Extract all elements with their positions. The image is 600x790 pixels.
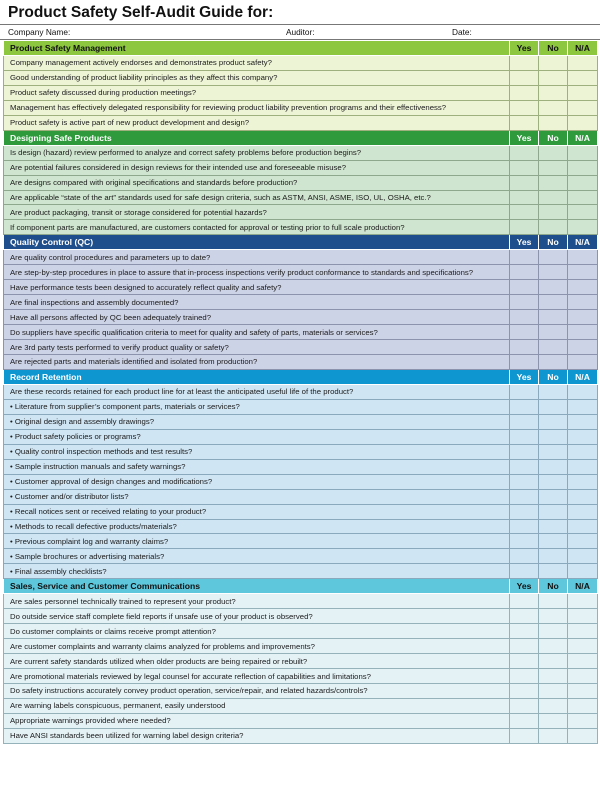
answer-na-cell[interactable] — [568, 340, 598, 355]
question-row — [4, 549, 598, 564]
answer-yes-cell[interactable] — [510, 310, 539, 325]
question-row — [4, 414, 598, 429]
column-header-no: No — [539, 235, 568, 250]
section-header — [4, 41, 598, 56]
answer-no-cell[interactable] — [539, 325, 568, 340]
question-row — [4, 295, 598, 310]
answer-yes-cell[interactable] — [510, 160, 539, 175]
answer-no-cell[interactable] — [539, 85, 568, 100]
answer-na-cell[interactable] — [568, 474, 598, 489]
answer-yes-cell[interactable] — [510, 414, 539, 429]
answer-yes-cell[interactable] — [510, 355, 539, 370]
answer-yes-cell[interactable] — [510, 220, 539, 235]
question-text: Have all persons affected by QC been adequately trained? — [4, 310, 510, 325]
answer-na-cell[interactable] — [568, 399, 598, 414]
date-label: Date: — [452, 27, 472, 37]
answer-na-cell[interactable] — [568, 220, 598, 235]
question-row — [4, 160, 598, 175]
question-row — [4, 624, 598, 639]
question-row — [4, 265, 598, 280]
question-text: Product safety is active part of new product development and design? — [4, 115, 510, 130]
answer-yes-cell[interactable] — [510, 325, 539, 340]
question-row — [4, 654, 598, 669]
question-row — [4, 504, 598, 519]
question-row — [4, 519, 598, 534]
answer-yes-cell[interactable] — [510, 295, 539, 310]
answer-na-cell[interactable] — [568, 669, 598, 684]
question-row — [4, 205, 598, 220]
answer-yes-cell[interactable] — [510, 728, 539, 743]
answer-na-cell[interactable] — [568, 205, 598, 220]
question-row — [4, 325, 598, 340]
answer-no-cell[interactable] — [539, 534, 568, 549]
answer-na-cell[interactable] — [568, 459, 598, 474]
column-header-no: No — [539, 369, 568, 384]
answer-no-cell[interactable] — [539, 295, 568, 310]
answer-no-cell[interactable] — [539, 594, 568, 609]
answer-no-cell[interactable] — [539, 399, 568, 414]
answer-na-cell[interactable] — [568, 444, 598, 459]
answer-no-cell[interactable] — [539, 624, 568, 639]
question-row — [4, 145, 598, 160]
question-row — [4, 698, 598, 713]
answer-no-cell[interactable] — [539, 100, 568, 115]
column-header-na: N/A — [568, 41, 598, 56]
answer-yes-cell[interactable] — [510, 85, 539, 100]
answer-na-cell[interactable] — [568, 325, 598, 340]
question-text: • Literature from supplier’s component parts, materials or services? — [4, 399, 510, 414]
answer-yes-cell[interactable] — [510, 549, 539, 564]
column-header-yes: Yes — [510, 130, 539, 145]
question-text: Are promotional materials reviewed by legal counsel for accurate reflection of capabilities and limitations? — [4, 669, 510, 684]
question-text: Is design (hazard) review performed to analyze and correct safety problems before production begins? — [4, 145, 510, 160]
column-header-na: N/A — [568, 130, 598, 145]
column-header-na: N/A — [568, 579, 598, 594]
question-text: Do suppliers have specific qualification criteria to meet for quality and safety of parts, materials or services? — [4, 325, 510, 340]
answer-na-cell[interactable] — [568, 504, 598, 519]
audit-table — [3, 40, 598, 744]
answer-na-cell[interactable] — [568, 85, 598, 100]
question-row — [4, 713, 598, 728]
question-text: If component parts are manufactured, are customers contacted for approval or testing prior to full scale production? — [4, 220, 510, 235]
answer-yes-cell[interactable] — [510, 624, 539, 639]
answer-na-cell[interactable] — [568, 713, 598, 728]
question-row — [4, 250, 598, 265]
answer-yes-cell[interactable] — [510, 280, 539, 295]
answer-yes-cell[interactable] — [510, 639, 539, 654]
answer-na-cell[interactable] — [568, 310, 598, 325]
answer-yes-cell[interactable] — [510, 145, 539, 160]
question-row — [4, 190, 598, 205]
answer-no-cell[interactable] — [539, 713, 568, 728]
answer-no-cell[interactable] — [539, 549, 568, 564]
auditor-label: Auditor: — [286, 27, 315, 37]
answer-no-cell[interactable] — [539, 340, 568, 355]
question-row — [4, 728, 598, 743]
column-header-na: N/A — [568, 369, 598, 384]
answer-yes-cell[interactable] — [510, 175, 539, 190]
answer-yes-cell[interactable] — [510, 609, 539, 624]
answer-yes-cell[interactable] — [510, 250, 539, 265]
column-header-yes: Yes — [510, 235, 539, 250]
question-text: • Customer and/or distributor lists? — [4, 489, 510, 504]
question-text: Are potential failures considered in design reviews for their intended use and foreseeable misuse? — [4, 160, 510, 175]
question-text: Do outside service staff complete field reports if unsafe use of your product is observed? — [4, 609, 510, 624]
question-text: Are sales personnel technically trained to represent your product? — [4, 594, 510, 609]
answer-yes-cell[interactable] — [510, 265, 539, 280]
answer-no-cell[interactable] — [539, 355, 568, 370]
question-text: Do safety instructions accurately convey product operation, service/repair, and related hazards/controls? — [4, 683, 510, 698]
answer-yes-cell[interactable] — [510, 534, 539, 549]
section-title: Sales, Service and Customer Communications — [4, 579, 510, 594]
question-row — [4, 429, 598, 444]
question-text: Are product packaging, transit or storage considered for potential hazards? — [4, 205, 510, 220]
answer-no-cell[interactable] — [539, 504, 568, 519]
answer-na-cell[interactable] — [568, 190, 598, 205]
section-header — [4, 130, 598, 145]
question-text: Have performance tests been designed to accurately reflect quality and safety? — [4, 280, 510, 295]
answer-na-cell[interactable] — [568, 549, 598, 564]
column-header-na: N/A — [568, 235, 598, 250]
page-title: Product Safety Self-Audit Guide for: — [8, 4, 274, 21]
answer-no-cell[interactable] — [539, 429, 568, 444]
answer-yes-cell[interactable] — [510, 519, 539, 534]
section-title: Product Safety Management — [4, 41, 510, 56]
question-text: • Previous complaint log and warranty claims? — [4, 534, 510, 549]
answer-yes-cell[interactable] — [510, 399, 539, 414]
answer-yes-cell[interactable] — [510, 669, 539, 684]
answer-no-cell[interactable] — [539, 70, 568, 85]
question-row — [4, 594, 598, 609]
answer-na-cell[interactable] — [568, 250, 598, 265]
answer-no-cell[interactable] — [539, 639, 568, 654]
question-text: • Product safety policies or programs? — [4, 429, 510, 444]
answer-yes-cell[interactable] — [510, 100, 539, 115]
question-text: • Final assembly checklists? — [4, 564, 510, 579]
question-row — [4, 355, 598, 370]
answer-no-cell[interactable] — [539, 519, 568, 534]
question-row — [4, 609, 598, 624]
answer-yes-cell[interactable] — [510, 444, 539, 459]
answer-no-cell[interactable] — [539, 160, 568, 175]
answer-na-cell[interactable] — [568, 683, 598, 698]
column-header-yes: Yes — [510, 369, 539, 384]
question-row — [4, 340, 598, 355]
question-text: Are 3rd party tests performed to verify product quality or safety? — [4, 340, 510, 355]
question-text: Product safety discussed during production meetings? — [4, 85, 510, 100]
answer-na-cell[interactable] — [568, 265, 598, 280]
question-row — [4, 220, 598, 235]
answer-yes-cell[interactable] — [510, 564, 539, 579]
answer-na-cell[interactable] — [568, 70, 598, 85]
answer-na-cell[interactable] — [568, 429, 598, 444]
answer-no-cell[interactable] — [539, 220, 568, 235]
answer-na-cell[interactable] — [568, 160, 598, 175]
answer-na-cell[interactable] — [568, 115, 598, 130]
answer-no-cell[interactable] — [539, 444, 568, 459]
answer-no-cell[interactable] — [539, 55, 568, 70]
question-row — [4, 669, 598, 684]
answer-no-cell[interactable] — [539, 145, 568, 160]
answer-yes-cell[interactable] — [510, 489, 539, 504]
question-text: Good understanding of product liability principles as they affect this company? — [4, 70, 510, 85]
section-header — [4, 579, 598, 594]
question-row — [4, 564, 598, 579]
column-header-no: No — [539, 130, 568, 145]
answer-na-cell[interactable] — [568, 295, 598, 310]
answer-na-cell[interactable] — [568, 175, 598, 190]
question-row — [4, 489, 598, 504]
answer-yes-cell[interactable] — [510, 55, 539, 70]
question-text: • Sample brochures or advertising materials? — [4, 549, 510, 564]
answer-no-cell[interactable] — [539, 489, 568, 504]
answer-no-cell[interactable] — [539, 414, 568, 429]
section-title: Designing Safe Products — [4, 130, 510, 145]
question-row — [4, 55, 598, 70]
question-row — [4, 474, 598, 489]
question-text: Are warning labels conspicuous, permanent, easily understood — [4, 698, 510, 713]
section-title: Record Retention — [4, 369, 510, 384]
question-text: • Recall notices sent or received relating to your product? — [4, 504, 510, 519]
answer-na-cell[interactable] — [568, 698, 598, 713]
answer-na-cell[interactable] — [568, 414, 598, 429]
column-header-yes: Yes — [510, 41, 539, 56]
answer-yes-cell[interactable] — [510, 70, 539, 85]
answer-na-cell[interactable] — [568, 564, 598, 579]
answer-na-cell[interactable] — [568, 280, 598, 295]
answer-na-cell[interactable] — [568, 355, 598, 370]
answer-na-cell[interactable] — [568, 519, 598, 534]
answer-yes-cell[interactable] — [510, 340, 539, 355]
company-name-label: Company Name: — [8, 27, 71, 37]
question-row — [4, 683, 598, 698]
question-text: Company management actively endorses and demonstrates product safety? — [4, 55, 510, 70]
section-header — [4, 235, 598, 250]
column-header-no: No — [539, 41, 568, 56]
answer-no-cell[interactable] — [539, 190, 568, 205]
answer-no-cell[interactable] — [539, 474, 568, 489]
question-row — [4, 70, 598, 85]
question-text: Are designs compared with original specifications and standards before production? — [4, 175, 510, 190]
question-row — [4, 534, 598, 549]
question-row — [4, 280, 598, 295]
answer-no-cell[interactable] — [539, 459, 568, 474]
answer-yes-cell[interactable] — [510, 205, 539, 220]
answer-no-cell[interactable] — [539, 669, 568, 684]
question-row — [4, 639, 598, 654]
answer-no-cell[interactable] — [539, 280, 568, 295]
answer-yes-cell[interactable] — [510, 190, 539, 205]
answer-yes-cell[interactable] — [510, 654, 539, 669]
answer-yes-cell[interactable] — [510, 474, 539, 489]
question-text: • Quality control inspection methods and test results? — [4, 444, 510, 459]
answer-no-cell[interactable] — [539, 564, 568, 579]
answer-na-cell[interactable] — [568, 489, 598, 504]
answer-no-cell[interactable] — [539, 205, 568, 220]
answer-na-cell[interactable] — [568, 639, 598, 654]
question-row — [4, 100, 598, 115]
question-text: Are rejected parts and materials identified and isolated from production? — [4, 355, 510, 370]
answer-yes-cell[interactable] — [510, 115, 539, 130]
answer-na-cell[interactable] — [568, 624, 598, 639]
section-title: Quality Control (QC) — [4, 235, 510, 250]
question-text: • Customer approval of design changes and modifications? — [4, 474, 510, 489]
question-text: Appropriate warnings provided where needed? — [4, 713, 510, 728]
question-text: Are current safety standards utilized when older products are being repaired or rebuilt? — [4, 654, 510, 669]
info-row — [0, 24, 600, 40]
question-text: Are quality control procedures and parameters up to date? — [4, 250, 510, 265]
answer-no-cell[interactable] — [539, 698, 568, 713]
question-text: Have ANSI standards been utilized for warning label design criteria? — [4, 728, 510, 743]
question-row — [4, 175, 598, 190]
answer-yes-cell[interactable] — [510, 459, 539, 474]
answer-yes-cell[interactable] — [510, 698, 539, 713]
answer-yes-cell[interactable] — [510, 384, 539, 399]
question-text: Are these records retained for each product line for at least the anticipated useful life of the product? — [4, 384, 510, 399]
answer-na-cell[interactable] — [568, 728, 598, 743]
question-row — [4, 399, 598, 414]
question-text: Are applicable “state of the art” standards used for safe design criteria, such as ASTM, ANSI, ASME, ISO, UL, OSHA, etc.? — [4, 190, 510, 205]
question-text: Do customer complaints or claims receive prompt attention? — [4, 624, 510, 639]
answer-na-cell[interactable] — [568, 384, 598, 399]
answer-no-cell[interactable] — [539, 728, 568, 743]
question-text: Management has effectively delegated responsibility for reviewing product liability prevention programs and their effectiveness? — [4, 100, 510, 115]
answer-yes-cell[interactable] — [510, 429, 539, 444]
answer-no-cell[interactable] — [539, 115, 568, 130]
answer-na-cell[interactable] — [568, 609, 598, 624]
answer-no-cell[interactable] — [539, 250, 568, 265]
question-row — [4, 459, 598, 474]
question-row — [4, 444, 598, 459]
answer-no-cell[interactable] — [539, 683, 568, 698]
question-text: • Original design and assembly drawings? — [4, 414, 510, 429]
answer-no-cell[interactable] — [539, 609, 568, 624]
question-text: Are customer complaints and warranty claims analyzed for problems and improvements? — [4, 639, 510, 654]
answer-na-cell[interactable] — [568, 534, 598, 549]
question-text: Are step-by-step procedures in place to assure that in-process inspections verify product conformance to standards and specifications? — [4, 265, 510, 280]
answer-no-cell[interactable] — [539, 654, 568, 669]
answer-yes-cell[interactable] — [510, 504, 539, 519]
column-header-no: No — [539, 579, 568, 594]
answer-na-cell[interactable] — [568, 145, 598, 160]
question-text: • Sample instruction manuals and safety warnings? — [4, 459, 510, 474]
answer-yes-cell[interactable] — [510, 713, 539, 728]
answer-na-cell[interactable] — [568, 594, 598, 609]
question-row — [4, 384, 598, 399]
answer-na-cell[interactable] — [568, 100, 598, 115]
answer-yes-cell[interactable] — [510, 683, 539, 698]
column-header-yes: Yes — [510, 579, 539, 594]
question-row — [4, 115, 598, 130]
answer-no-cell[interactable] — [539, 175, 568, 190]
question-text: • Methods to recall defective products/materials? — [4, 519, 510, 534]
answer-yes-cell[interactable] — [510, 594, 539, 609]
answer-na-cell[interactable] — [568, 654, 598, 669]
question-row — [4, 310, 598, 325]
answer-no-cell[interactable] — [539, 384, 568, 399]
section-header — [4, 369, 598, 384]
answer-no-cell[interactable] — [539, 310, 568, 325]
question-row — [4, 85, 598, 100]
answer-no-cell[interactable] — [539, 265, 568, 280]
question-text: Are final inspections and assembly documented? — [4, 295, 510, 310]
answer-na-cell[interactable] — [568, 55, 598, 70]
